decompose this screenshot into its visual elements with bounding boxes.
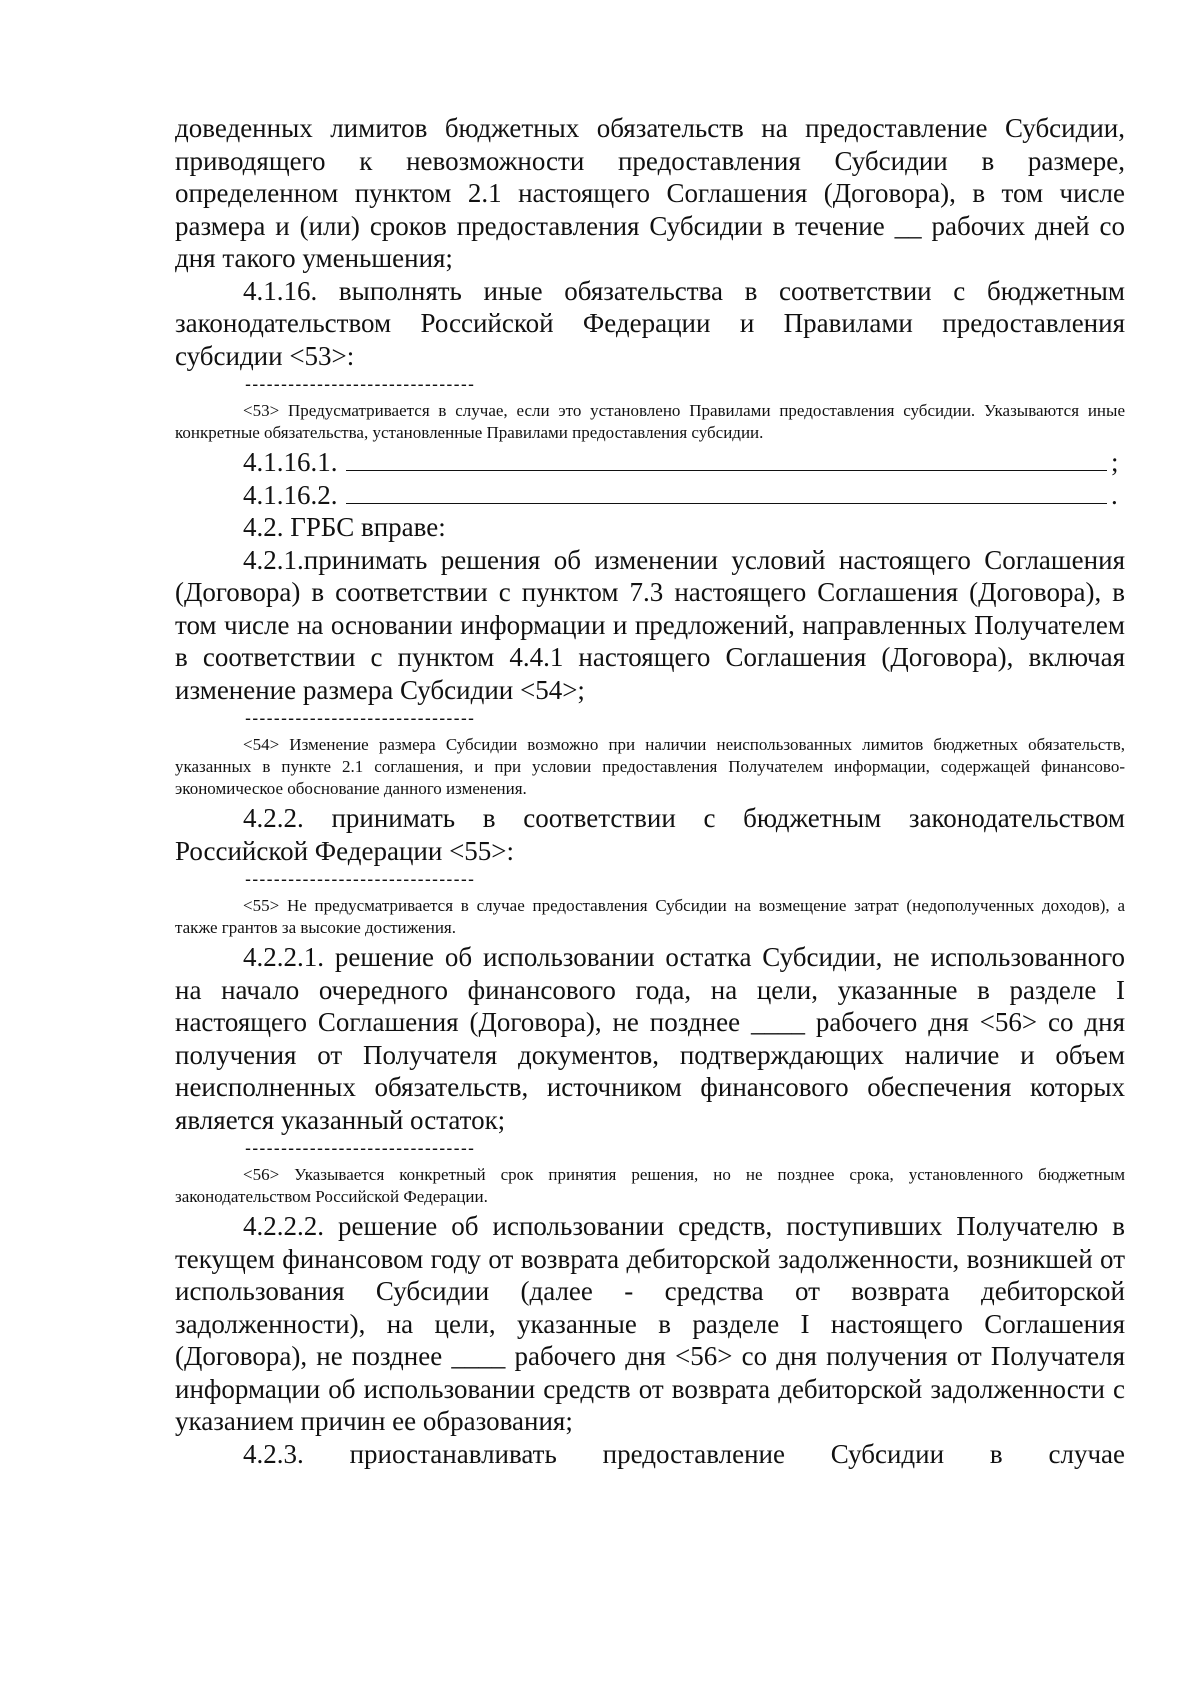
footnote-53: <53> Предусматривается в случае, если это установлено Правилами предоставления субсидии. Указываются иные конкретные обязательства, установленные Правилами предоставления субсидии.: [175, 401, 1125, 442]
paragraph-4-2-3: 4.2.3. приостанавливать предоставление Субсидии в случае: [243, 1438, 1125, 1469]
paragraph-4-2-2: 4.2.2. принимать в соответствии с бюджетным законодательством Российской Федерации <55>:: [175, 803, 1125, 866]
paragraph-4-2: 4.2. ГРБС вправе:: [243, 512, 446, 542]
footnote-54: <54> Изменение размера Субсидии возможно при наличии неиспользованных лимитов бюджетных обязательств, указанных в пункте 2.1 соглашения, и при условии предоставления Получателем информации, содержащей финансово-экономическое обоснование данного изменения.: [175, 735, 1125, 798]
paragraph-4-2-2-1: 4.2.2.1. решение об использовании остатка Субсидии, не использованного на начало очередного финансового года, на цели, указанные в разделе I настоящего Соглашения (Договора), не позднее ____ рабочего дня <56> со дня получения от Получателя документов, подтверждающих наличие и объем неисполненных обязательств, источником финансового обеспечения которых является указанный остаток;: [175, 942, 1125, 1135]
paragraph-4-2-1: 4.2.1.принимать решения об изменении условий настоящего Соглашения (Договора) в соответствии с пунктом 7.3 настоящего Соглашения (Договора), в том числе на основании информации и предложений, направленных Получателем в соответствии с пунктом 4.4.1 настоящего Соглашения (Договора), включая изменение размера Субсидии <54>;: [175, 544, 1125, 705]
paragraph-4-1-16: 4.1.16. выполнять иные обязательства в соответствии с бюджетным законодательством Российской Федерации и Правилами предоставления субсидии <53>:: [175, 275, 1125, 371]
fill-line-terminator: ;: [1111, 447, 1119, 477]
fill-line-4-1-16-2: [175, 479, 1125, 512]
blank-underline: [346, 481, 1108, 504]
paragraph-limits-reduction: доведенных лимитов бюджетных обязательств на предоставление Субсидии, приводящего к невозможности предоставления Субсидии в размере, определенном пунктом 2.1 настоящего Соглашения (Договора), в том числе размера и (или) сроков предоставления Субсидии в течение __ рабочих дней со дня такого уменьшения;: [175, 113, 1125, 273]
footnote-55: <55> Не предусматривается в случае предоставления Субсидии на возмещение затрат (недополученных доходов), а также грантов за высокие достижения.: [175, 896, 1125, 937]
footnote-separator: --------------------------------: [245, 708, 476, 728]
blank-underline: [346, 448, 1108, 471]
fill-line-label: 4.1.16.2.: [243, 479, 338, 510]
footnote-separator: --------------------------------: [245, 374, 476, 394]
document-page: [175, 112, 1125, 1470]
footnote-56: <56> Указывается конкретный срок принятия решения, но не позднее срока, установленного бюджетным законодательством Российской Федерации.: [175, 1165, 1125, 1206]
paragraph-4-2-2-2: 4.2.2.2. решение об использовании средств, поступивших Получателю в текущем финансовом году от возврата дебиторской задолженности, возникшей от использования Субсидии (далее - средства от возврата дебиторской задолженности), на цели, указанные в разделе I настоящего Соглашения (Договора), не позднее ____ рабочего дня <56> со дня получения от Получателя информации об использовании средств от возврата дебиторской задолженности с указанием причин ее образования;: [175, 1211, 1125, 1436]
footnote-separator: --------------------------------: [245, 869, 476, 889]
fill-line-label: 4.1.16.1.: [243, 447, 338, 477]
footnote-separator: --------------------------------: [245, 1138, 476, 1158]
fill-line-terminator: .: [1111, 479, 1118, 510]
fill-line-4-1-16-1: [175, 446, 1125, 479]
